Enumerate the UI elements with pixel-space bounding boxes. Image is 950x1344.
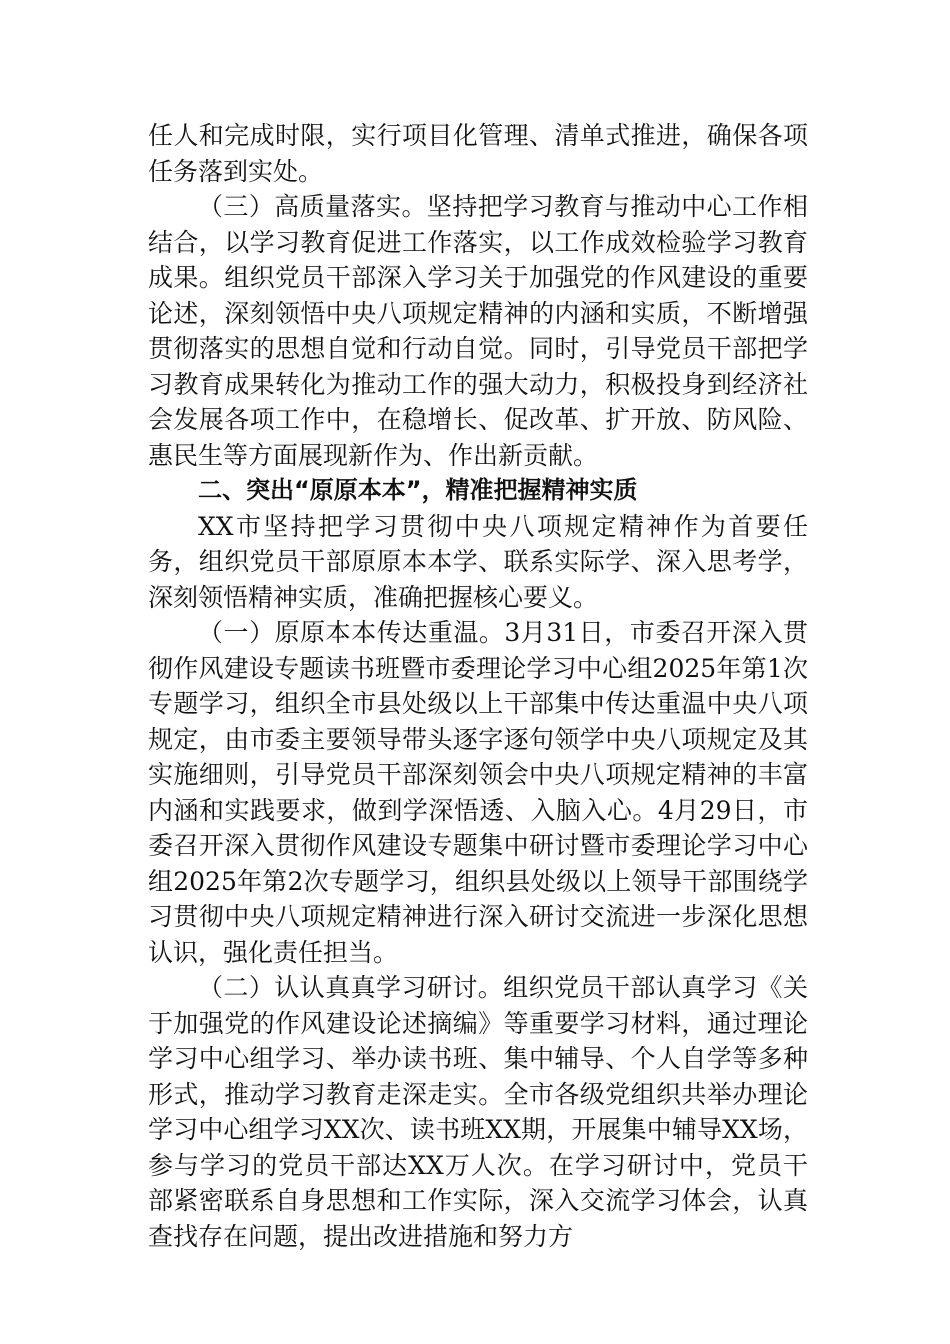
section-heading-text: 二、突出“原原本本”，精准把握精神实质	[198, 476, 638, 504]
paragraph-text: 坚持把学习教育与推动中心工作相结合，以学习教育促进工作落实，以工作成效检验学习教育成果。组织党员干部深入学习关于加强党的作风建设的重要论述，深刻领悟中央八项规定精神的内涵和实质，不断增强贯彻落实的思想自觉和行动自觉。同时，引导党员干部把学习教育成果转化为推动工作的强大动力，积极投身到经济社会发展各项工作中，在稳增长、促改革、扩开放、防风险、惠民生等方面展现新作为、作出新贡献。	[148, 192, 808, 470]
paragraph-text: XX市坚持把学习贯彻中央八项规定精神作为首要任务，组织党员干部原原本本学、联系实际学、深入思考学，深刻领悟精神实质，准确把握核心要义。	[148, 511, 808, 612]
paragraph-lead: （二）认认真真学习研讨。	[198, 973, 504, 1002]
paragraph-subsection-2	[148, 970, 808, 1254]
document-body	[148, 118, 808, 1254]
paragraph-lead: （三）高质量落实。	[198, 192, 427, 221]
paragraph-text: 组织党员干部认真学习《关于加强党的作风建设论述摘编》等重要学习材料，通过理论学习中心组学习、举办读书班、集中辅导、个人自学等多种形式，推动学习教育走深走实。全市各级党组织共举办理论学习中心组学习XX次、读书班XX期，开展集中辅导XX场，参与学习的党员干部达XX万人次。在学习研讨中，党员干部紧密联系自身思想和工作实际，深入交流学习体会，认真查找存在问题，提出改进措施和努力方	[148, 973, 808, 1251]
section-heading	[148, 473, 808, 509]
paragraph-subsection-1	[148, 615, 808, 970]
paragraph-lead: （一）原原本本传达重温。	[198, 618, 505, 647]
paragraph-text: 任人和完成时限，实行项目化管理、清单式推进，确保各项任务落到实处。	[148, 121, 808, 186]
paragraph-section-3	[148, 189, 808, 473]
paragraph-text: 3月31日，市委召开深入贯彻作风建设专题读书班暨市委理论学习中心组2025年第1次专题学习，组织全市县处级以上干部集中传达重温中央八项规定，由市委主要领导带头逐字逐句领学中央八项规定及其实施细则，引导党员干部深刻领会中央八项规定精神的丰富内涵和实践要求，做到学深悟透、入脑入心。4月29日，市委召开深入贯彻作风建设专题集中研讨暨市委理论学习中心组2025年第2次专题学习，组织县处级以上领导干部围绕学习贯彻中央八项规定精神进行深入研讨交流进一步深化思想认识，强化责任担当。	[148, 618, 808, 967]
paragraph-intro	[148, 509, 808, 616]
paragraph-continuation	[148, 118, 808, 189]
